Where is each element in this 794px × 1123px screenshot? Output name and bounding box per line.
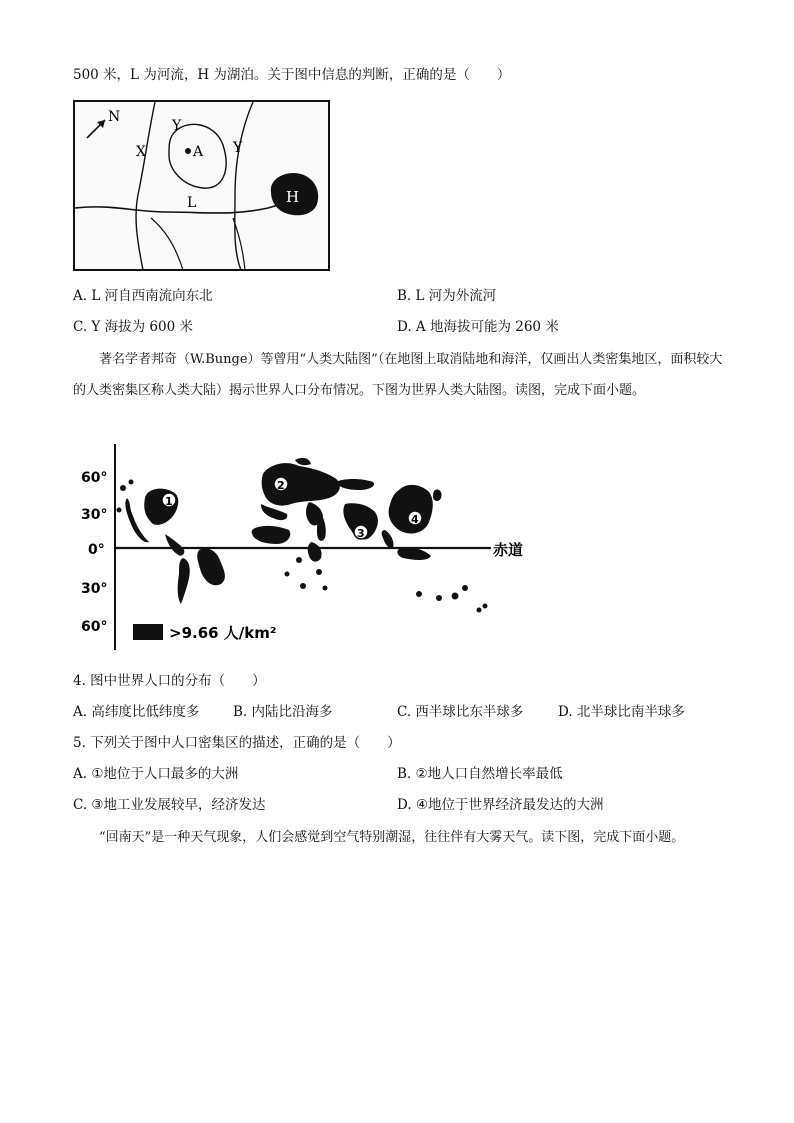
q5-option-c[interactable]: C. ③地工业发展较早，经济发达 <box>73 797 266 813</box>
svg-text:3: 3 <box>357 527 365 540</box>
population-areas <box>117 458 488 613</box>
marker-3 <box>354 525 368 540</box>
pop-area-indonesia <box>397 547 431 560</box>
pop-area-dot <box>462 585 468 591</box>
pop-area-russia <box>335 479 374 490</box>
q3-option-b[interactable]: B. L 河为外流河 <box>397 288 497 304</box>
q3-option-c[interactable]: C. Y 海拔为 600 米 <box>73 319 193 335</box>
q4-option-d[interactable]: D. 北半球比南半球多 <box>558 704 685 720</box>
lake-h-label: H <box>286 188 300 206</box>
human-continent-map-figure <box>73 438 533 658</box>
pop-area-dot <box>323 586 328 591</box>
q3-option-d[interactable]: D. A 地海拔可能为 260 米 <box>397 319 559 335</box>
q4-option-c[interactable]: C. 西半球比东半球多 <box>397 704 524 720</box>
q4-option-b[interactable]: B. 内陆比沿海多 <box>233 704 333 720</box>
q5-option-d[interactable]: D. ④地位于世界经济最发达的大洲 <box>397 797 604 813</box>
lat-30n-label: 30° <box>81 507 108 523</box>
marker-4 <box>408 511 422 526</box>
passage-human-continent <box>73 344 723 406</box>
passage-huinantian <box>73 822 723 853</box>
passage-huinantian-text: “回南天”是一种天气现象，人们会感觉到空气特别潮湿，往往伴有大雾天气。读下图，完成下面小题。 <box>99 830 685 845</box>
point-a-marker <box>185 148 191 154</box>
pop-area-japan <box>433 489 442 501</box>
y-label-right: Y <box>233 140 243 156</box>
pop-area-dot <box>300 583 306 589</box>
q4-stem: 4. 图中世界人口的分布（ ） <box>73 673 266 689</box>
pop-area-north-africa <box>261 504 287 520</box>
pop-area-dot <box>316 569 322 575</box>
equator-label: 赤道 <box>493 541 524 559</box>
marker-1 <box>162 493 176 508</box>
lat-30s-label: 30° <box>81 581 108 597</box>
pop-area-dot <box>416 591 422 597</box>
y-label-top: Y <box>172 118 182 134</box>
lat-60s-label: 60° <box>81 619 108 635</box>
intro-line: 500 米，L 为河流，H 为湖泊。关于图中信息的判断，正确的是（ ） <box>73 67 511 83</box>
pop-area-dot <box>483 604 488 609</box>
legend-swatch <box>133 624 163 640</box>
river-l-label: L <box>187 195 197 211</box>
point-a-label: A <box>193 144 204 160</box>
contour-map-figure <box>73 100 330 271</box>
svg-text:4: 4 <box>411 513 419 526</box>
pop-area-dot <box>285 572 290 577</box>
pop-area-southeast-asia <box>382 530 394 548</box>
pop-area-south-america <box>178 558 190 604</box>
pop-area-east-asia <box>389 485 433 534</box>
pop-area-central-america <box>165 534 184 556</box>
pop-area-dot <box>436 595 442 601</box>
north-label: N <box>108 109 121 125</box>
q4-option-a[interactable]: A. 高纬度比低纬度多 <box>73 704 200 720</box>
x-label: X <box>136 144 146 160</box>
pop-area-dot <box>129 480 134 485</box>
lat-0-label: 0° <box>88 542 105 558</box>
q5-stem: 5. 下列关于图中人口密集区的描述，正确的是（ ） <box>73 735 401 751</box>
pop-area-dot <box>117 508 122 513</box>
q3-option-a[interactable]: A. L 河自西南流向东北 <box>73 288 213 304</box>
svg-text:2: 2 <box>277 479 285 492</box>
pop-area-dot <box>452 593 459 600</box>
human-continent-map <box>73 438 533 658</box>
pop-area-west-africa <box>252 526 291 544</box>
legend-label: >9.66 人/km² <box>169 624 277 642</box>
svg-text:1: 1 <box>165 495 173 508</box>
passage-human-continent-text: 著名学者邦奇（W.Bunge）等曾用“人类大陆图”（在地图上取消陆地和海洋，仅画出人类密集地区，面积较大的人类密集区称人类大陆）揭示世界人口分布情况。下图为世界人类大陆图。读图，完成下面小题。 <box>73 352 723 398</box>
pop-area-south-america <box>197 548 225 585</box>
marker-2 <box>274 477 288 492</box>
pop-area-dot <box>120 485 126 491</box>
pop-area-east-africa <box>308 542 322 562</box>
pop-area-dot <box>477 608 482 613</box>
pop-area-dot <box>296 557 302 563</box>
contour-map <box>73 100 330 271</box>
q5-option-b[interactable]: B. ②地人口自然增长率最低 <box>397 766 563 782</box>
pop-area-europe <box>295 458 311 465</box>
lat-60n-label: 60° <box>81 470 108 486</box>
q5-option-a[interactable]: A. ①地位于人口最多的大洲 <box>73 766 239 782</box>
